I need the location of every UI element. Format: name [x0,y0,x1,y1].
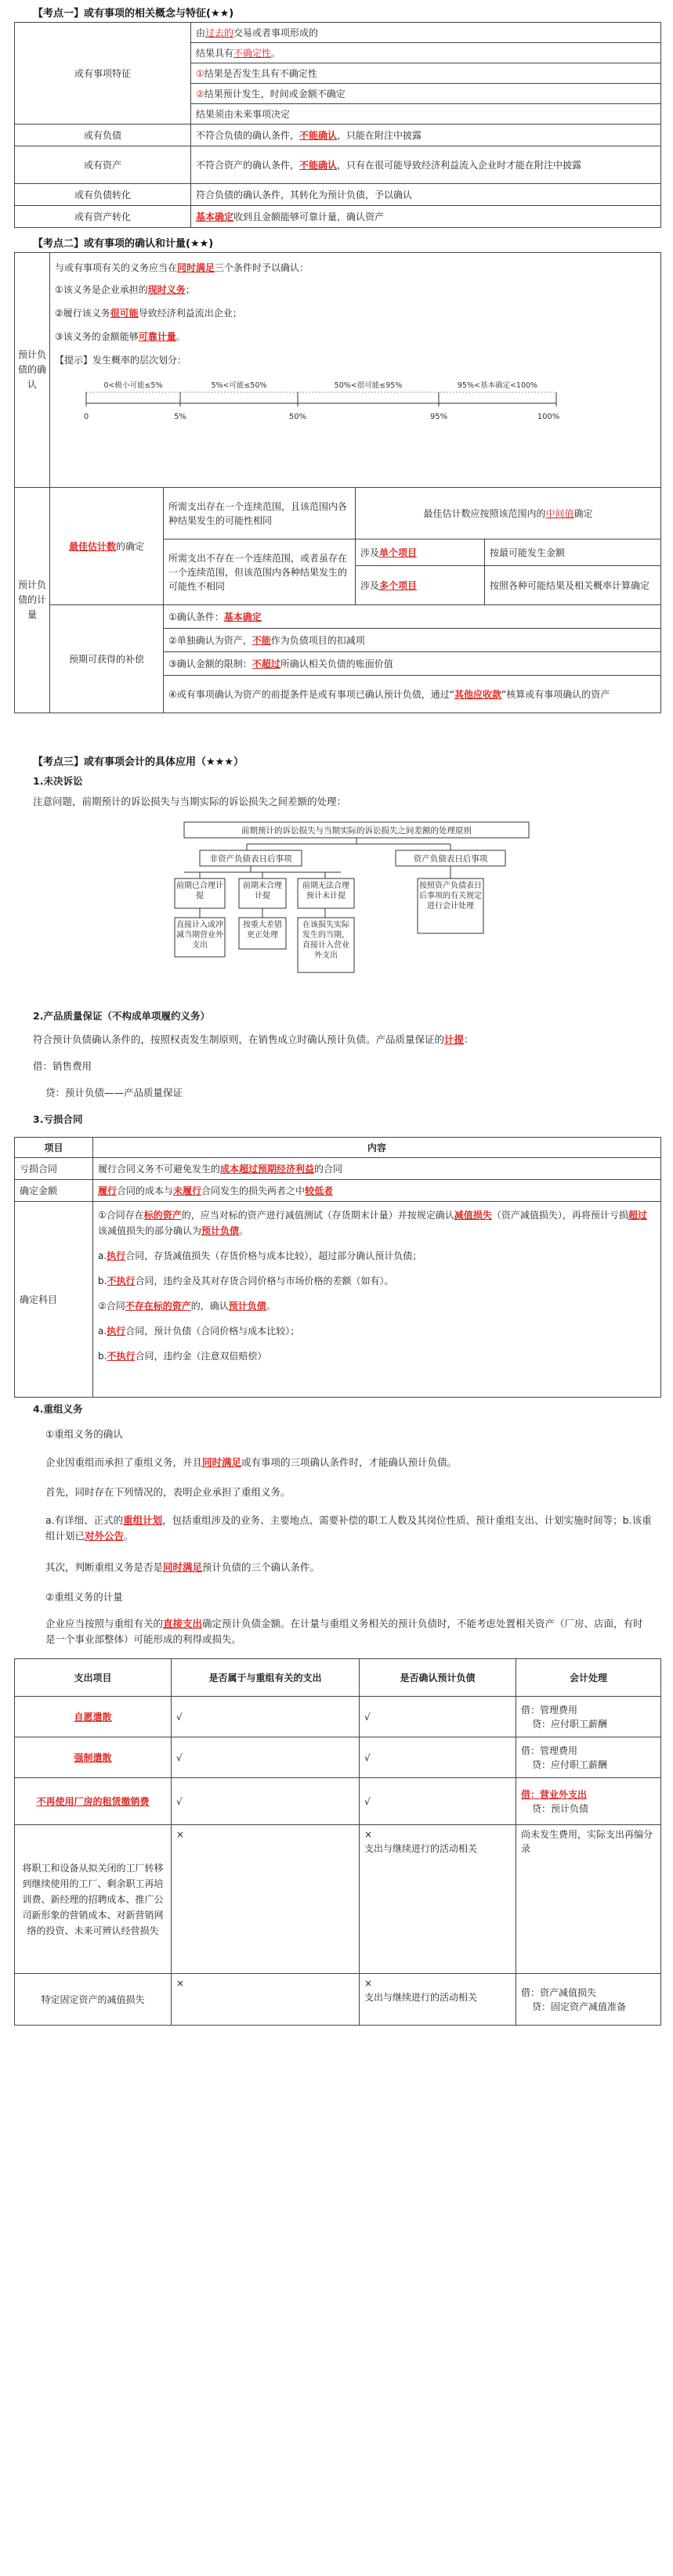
restructuring-p5: 企业应当按照与重组有关的直接支出确定预计负债金额。在计量与重组义务相关的预计负债时，不能考虑处置相关资产（厂房、店面，有时是一个事业部整体）可能形成的利得或损失。 [45,1618,643,1645]
row-label-contingent-asset: 或有资产 [15,146,191,184]
condition-3: ③该义务的金额能够可靠计量。 [55,331,186,342]
loss-contract-table [14,1137,661,1398]
loss-rule-d: ②合同不存在标的资产的，确认预计负债。 [98,1301,276,1311]
loss-header-item: 项目 [15,1138,93,1158]
recognition-content [50,253,661,488]
restructure-row3-accounting: 借：营业外支出 贷：预计负债 [516,1778,661,1825]
liability-conversion-text: 符合负债的确认条件，其转化为预计负债，予以确认 [191,184,661,206]
warranty-journal-debit: 借：销售费用 [33,1060,92,1072]
restructure-header-item: 支出项目 [15,1659,172,1697]
subheading-restructuring: 4.重组义务 [33,1403,83,1415]
restructuring-p2: 首先，同时存在下列情况的，表明企业承担了重组义务。 [45,1486,291,1498]
section3-heading: 【考点三】或有事项会计的具体应用（★★★） [33,756,244,768]
probability-tip: 【提示】发生概率的层次划分： [55,355,187,366]
flow-root: 前期预计的诉讼损失与当期实际的诉讼损失之间差额的处理原则 [241,826,472,835]
flow-node-2b-wrap [239,918,286,949]
restructure-row2-related: √ [172,1737,360,1778]
row-label-asset-conversion: 或有资产转化 [15,206,191,228]
flow-node-3b: 在该损失实际发生的当期，直接计入营业外支出 [302,921,349,960]
restructure-row2-recognize: √ [360,1737,516,1778]
restructure-row3-recognize: √ [360,1778,516,1825]
restructure-row4-recognize: × 支出与继续进行的活动相关 [360,1825,516,1974]
continuous-range-result: 最佳估计数应按照该范围内的中间值确定 [356,488,661,539]
loss-row2-content: 履行合同的成本与未履行合同发生的损失两者之中较低者 [93,1180,661,1202]
flow-node-4: 按照资产负债表日后事项的有关规定进行会计处理 [419,882,482,911]
asset-conversion-text: 基本确定收到且金额能够可靠计量，确认资产 [191,206,661,228]
compensation-4: ④或有事项确认为资产的前提条件是或有事项已确认预计负债，通过“其他应收款”核算或有事项确认的资产 [164,676,661,713]
restructure-row5-related: × [172,1974,360,2026]
subheading-warranty: 2.产品质量保证（不构成单项履约义务） [33,1010,210,1022]
feature-3: ①结果是否发生具有不确定性 [191,63,661,84]
row-label-recognition: 预计负债的确认 [15,253,50,488]
restructure-row1-accounting: 借：管理费用 贷：应付职工薪酬 [516,1697,661,1737]
flow-node-1b-wrap [175,918,225,957]
restructuring-p1: 企业因重组而承担了重组义务，并且同时满足或有事项的三项确认条件时，才能确认预计负债。 [45,1456,458,1468]
loss-row2-label: 确定金额 [15,1180,93,1202]
contingent-asset-text: 不符合资产的确认条件，不能确认，只有在很可能导致经济利益流入企业时才能在附注中披露 [191,146,661,184]
flow-node-1b: 直接计入或冲减当期营业外支出 [176,921,223,950]
flow-node-2-wrap [239,879,286,908]
restructuring-p3: a.有详细、正式的重组计划，包括重组涉及的业务、主要地点、需要补偿的职工人数及其岗位性质、预计重组支出、计划实施时间等；b.该重组计划已对外公告。 [45,1514,652,1542]
warranty-text: 符合预计负债确认条件的，按照权责发生制原则，在销售成立时确认预计负债。产品质量保证的计提： [33,1034,474,1045]
litigation-note: 注意问题，前期预计的诉讼损失与当期实际的诉讼损失之间差额的处理： [33,796,347,807]
scale-bottom-label-5: 100% [537,413,560,421]
restructure-header-recognize: 是否确认预计负债 [360,1659,516,1697]
restructure-row5-accounting: 借：资产减值损失 贷：固定资产减值准备 [516,1974,661,2026]
subheading-pending-litigation: 1.未决诉讼 [33,775,83,787]
restructure-row1-item: 自愿遣散 [15,1697,172,1737]
flow-node-2: 前期未合理计提 [243,882,282,900]
restructure-row5-recognize: × 支出与继续进行的活动相关 [360,1974,516,2026]
flow-post-balance: 资产负债表日后事项 [413,854,488,864]
probability-scale [55,375,572,430]
section1-heading: 【考点一】或有事项的相关概念与特征(★★) [33,8,234,20]
flow-node-3b-wrap [298,918,354,972]
restructure-header-accounting: 会计处理 [516,1659,661,1697]
best-estimate-label: 最佳估计数的确定 [50,488,164,605]
loss-rule-a: ①合同存在标的资产的，应当对标的资产进行减值测试（存货期末计量）并按规定确认减值损失（资产减值损失），再将预计亏损超过该减值损失的部分确认为预计负债。 [98,1210,647,1236]
loss-row3-content [93,1202,661,1398]
restructure-row5-item: 特定固定资产的减值损失 [15,1974,172,2026]
scale-bottom-label-2: 5% [174,413,186,421]
flow-node-4-wrap [418,879,483,933]
flow-node-1-wrap [175,879,225,908]
restructure-row2-item: 强制遣散 [15,1737,172,1778]
compensation-label: 预期可获得的补偿 [50,605,164,713]
feature-2: 结果具有不确定性。 [191,43,661,63]
non-continuous-condition: 所需支出不存在一个连续范围，或者虽存在一个连续范围，但该范围内各种结果发生的可能性不相同 [164,539,356,605]
loss-row1-content: 履行合同义务不可避免发生的成本超过预期经济利益的合同 [93,1158,661,1180]
recognition-table [14,252,661,488]
scale-top-label-2: 5%<可能≤50% [211,381,267,390]
loss-row3-label: 确定科目 [15,1202,93,1398]
multi-item-result: 按照各种可能结果及相关概率计算确定 [485,566,661,605]
condition-2: ②履行该义务很可能导致经济利益流出企业； [55,308,242,319]
restructure-row1-recognize: √ [360,1697,516,1737]
condition-1: ①该义务是企业承担的现时义务； [55,284,195,295]
loss-rule-b: a.执行合同，存货减值损失（存货价格与成本比较），超过部分确认预计负债； [98,1250,422,1261]
flow-node-1: 前期已合理计提 [176,882,223,900]
loss-header-content: 内容 [93,1138,661,1158]
row-label-liability-conversion: 或有负债转化 [15,184,191,206]
compensation-3: ③确认金额的限制：不超过所确认相关负债的账面价值 [164,652,661,676]
flow-node-3-wrap [298,879,354,908]
contingent-liability-text: 不符合负债的确认条件，不能确认，只能在附注中披露 [191,124,661,146]
restructure-row4-related: × [172,1825,360,1974]
loss-row1-label: 亏损合同 [15,1158,93,1180]
row-label-measurement: 预计负债的计量 [15,488,50,713]
scale-top-label-3: 50%<很可能≤95% [334,381,403,390]
restructure-row4-item: 将职工和设备从拟关闭的工厂转移到继续使用的工厂、剩余职工再培训费、新经理的招聘成本、推广公司新形象的营销成本、对新营销网络的投资、未来可辨认经营损失 [15,1825,172,1974]
compensation-2: ②单独确认为资产，不能作为负债项目的扣减项 [164,629,661,652]
restructuring-recognition-title: ①重组义务的确认 [45,1428,123,1440]
measurement-table [14,487,661,713]
feature-4: ②结果预计发生，时间或金额不确定 [191,84,661,104]
warranty-journal-credit: 贷：预计负债——产品质量保证 [45,1087,183,1099]
restructuring-table [14,1658,661,2026]
single-item-result: 按最可能发生金额 [485,539,661,566]
restructuring-p4: 其次，判断重组义务是否是同时满足预计负债的三个确认条件。 [45,1561,320,1573]
loss-rule-c: b.不执行合同，违约金及其对存货合同价格与市场价格的差额（如有）。 [98,1275,394,1286]
scale-bottom-label-1: 0 [83,413,89,421]
loss-rule-f: b.不执行合同，违约金（注意双倍赔偿） [98,1351,267,1362]
flow-non-post-balance: 非资产负债表日后事项 [209,854,292,864]
scale-top-label-1: 0<极小可能≤5% [103,381,163,390]
flow-node-2b: 按重大差错更正处理 [243,921,282,940]
multi-item-label: 涉及多个项目 [356,566,485,605]
concept-table [14,22,661,228]
compensation-1: ①确认条件：基本确定 [164,605,661,629]
restructure-row2-accounting: 借：管理费用 贷：应付职工薪酬 [516,1737,661,1778]
restructure-row1-related: √ [172,1697,360,1737]
continuous-range-condition: 所需支出存在一个连续范围，且该范围内各种结果发生的可能性相同 [164,488,356,539]
feature-5: 结果须由未来事项决定 [191,104,661,124]
row-label-features: 或有事项特征 [15,23,191,124]
restructure-row3-item: 不再使用厂房的租赁撤销费 [15,1778,172,1825]
scale-bottom-label-4: 95% [429,413,448,421]
litigation-flow-diagram [168,821,545,1005]
restructure-row4-accounting: 尚未发生费用，实际支出再编分录 [516,1825,661,1974]
single-item-label: 涉及单个项目 [356,539,485,566]
subheading-loss-contract: 3.亏损合同 [33,1113,83,1125]
restructuring-measurement-title: ②重组义务的计量 [45,1591,123,1603]
feature-1: 由过去的交易或者事项形成的 [191,23,661,43]
flow-node-3: 前期无法合理预计未计提 [302,882,349,900]
scale-bottom-label-3: 50% [288,413,307,421]
scale-top-label-4: 95%<基本确定<100% [457,381,538,390]
loss-rule-e: a.执行合同，预计负债（合同价格与成本比较）； [98,1326,300,1337]
section2-heading: 【考点二】或有事项的确认和计量(★★) [33,238,214,250]
row-label-contingent-liability: 或有负债 [15,124,191,146]
restructure-row3-related: √ [172,1778,360,1825]
recognition-intro: 与或有事项有关的义务应当在同时满足三个条件时予以确认： [55,262,309,273]
restructure-header-related: 是否属于与重组有关的支出 [172,1659,360,1697]
